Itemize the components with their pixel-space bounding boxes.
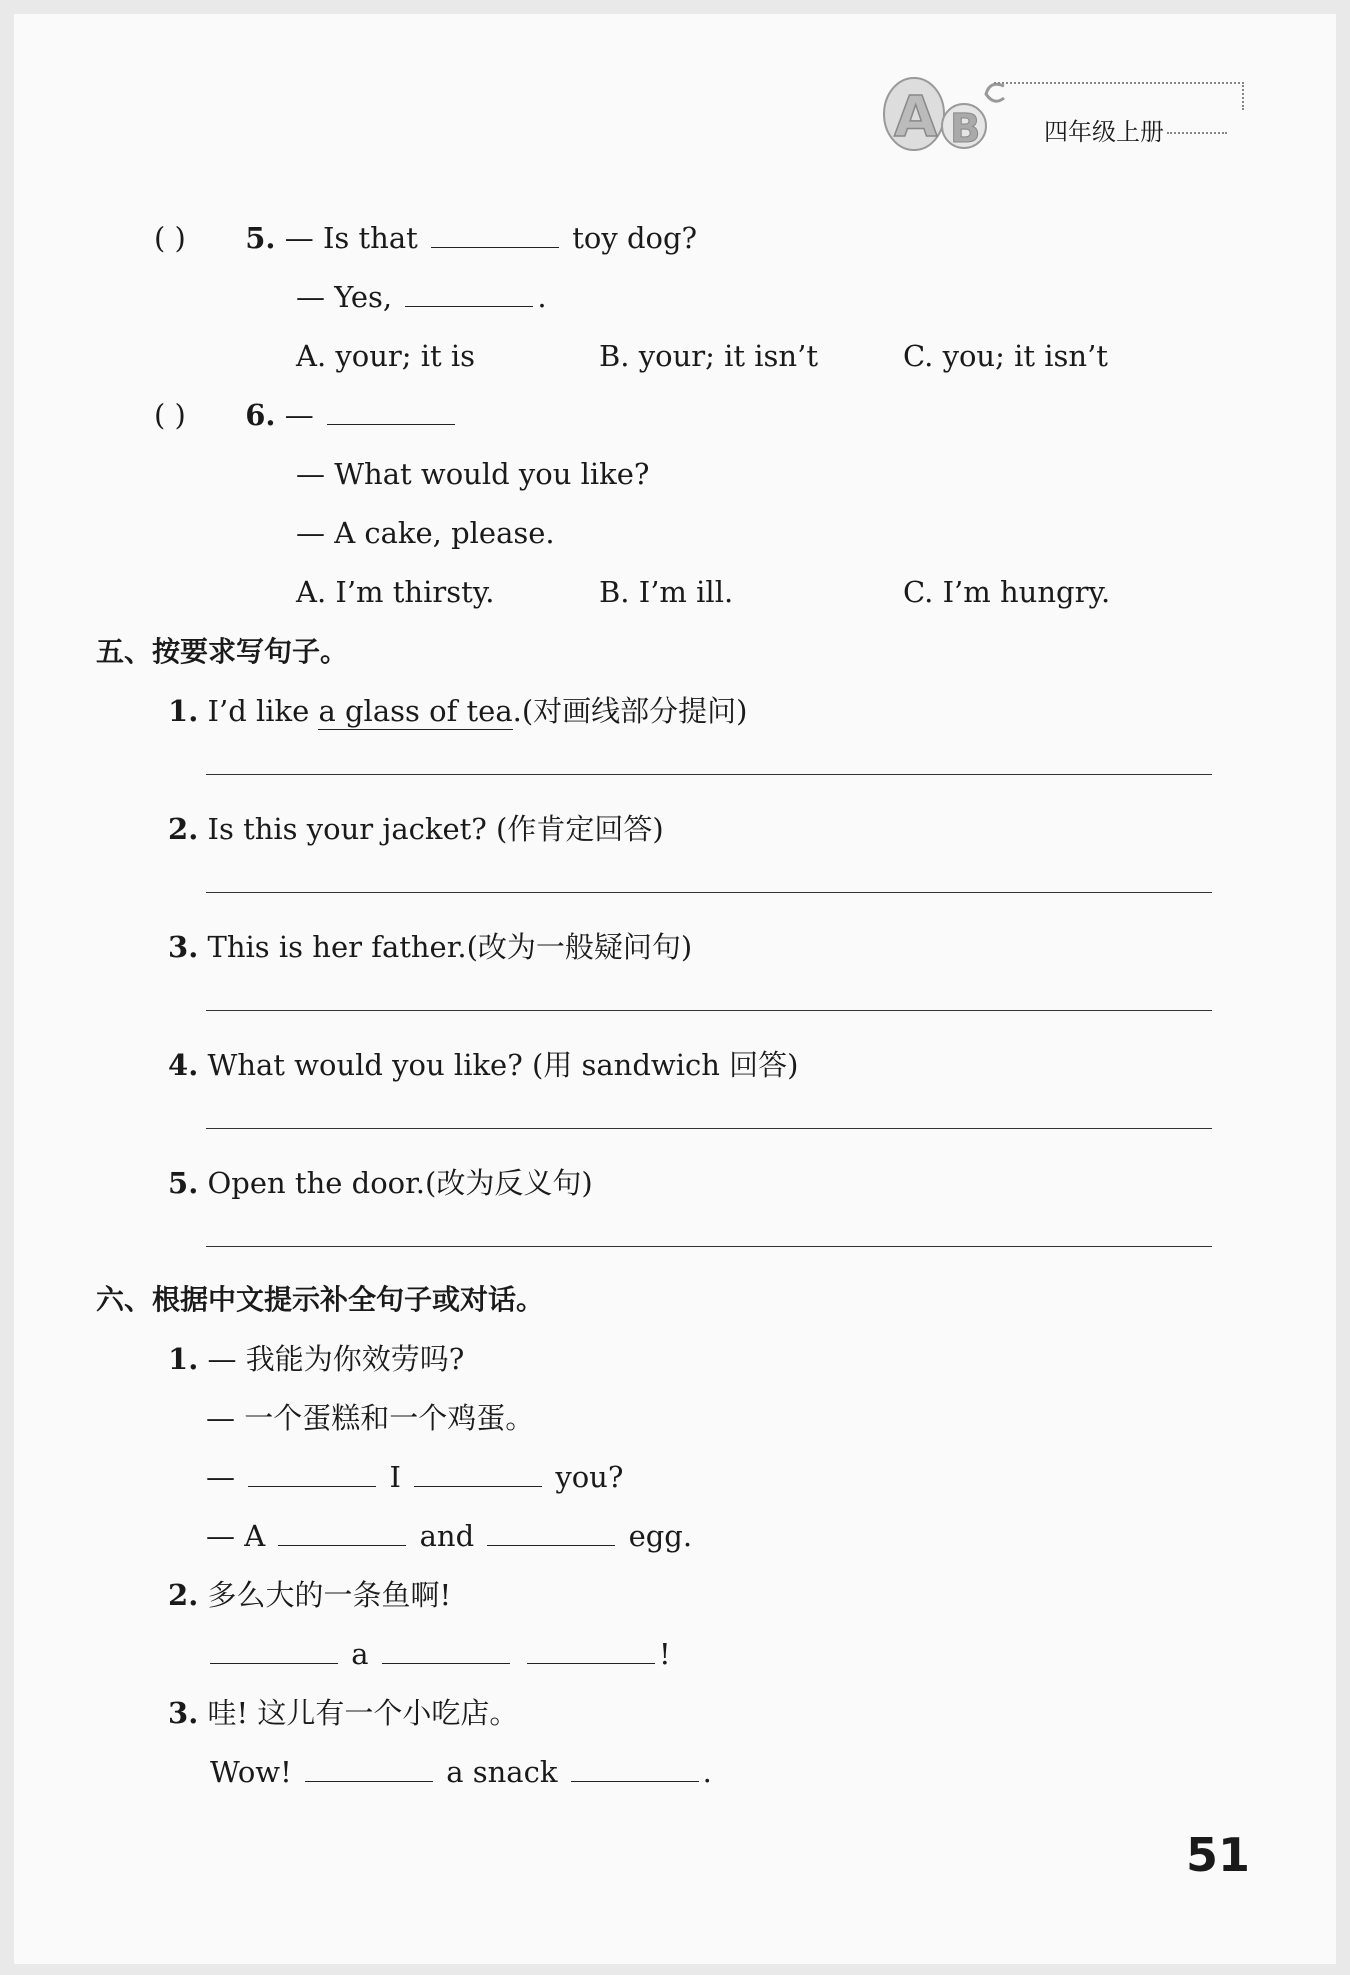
answer-bracket: ( ) [154, 398, 186, 432]
fill-blank[interactable] [487, 1521, 615, 1546]
section-5-title: 五、按要求写句子。 [96, 635, 349, 668]
fill-blank[interactable] [527, 1639, 655, 1664]
svg-text:A: A [894, 85, 938, 150]
q5-line1: ( ) 5. — Is that toy dog? [154, 221, 698, 255]
fill-blank[interactable] [405, 282, 533, 307]
s6-q1-line2: — 一个蛋糕和一个鸡蛋。 [206, 1401, 535, 1435]
fill-blank[interactable] [571, 1757, 699, 1782]
page-number: 51 [1186, 1828, 1251, 1882]
answer-line[interactable] [206, 1246, 1212, 1247]
q6-line1: ( ) 6. — [154, 397, 459, 433]
s6-q1-line3: — I you? [206, 1460, 624, 1494]
fill-blank[interactable] [327, 400, 455, 425]
svg-text:B: B [950, 106, 981, 152]
header-dotted-line [994, 82, 1244, 84]
s5-item-1: 1. I’d like a glass of tea.(对画线部分提问) [168, 694, 748, 728]
fill-blank[interactable] [210, 1639, 338, 1664]
fill-blank[interactable] [278, 1521, 406, 1546]
q5-option-c: C. you; it isn’t [903, 339, 1108, 373]
fill-blank[interactable] [431, 223, 559, 248]
underlined-phrase: a glass of tea [318, 694, 513, 728]
q5-option-b: B. your; it isn’t [599, 339, 818, 373]
q6-option-b: B. I’m ill. [599, 575, 734, 609]
s6-q3-line1: 3. 哇! 这儿有一个小吃店。 [168, 1696, 519, 1730]
answer-line[interactable] [206, 892, 1212, 893]
q6-option-a: A. I’m thirsty. [296, 575, 495, 609]
fill-blank[interactable] [382, 1639, 510, 1664]
s6-q3-line2: Wow! a snack . [210, 1755, 712, 1789]
q6-line3: — A cake, please. [296, 516, 555, 550]
q6-option-c: C. I’m hungry. [903, 575, 1111, 609]
grade-label: 四年级上册 [1044, 118, 1164, 146]
s6-q1-line1: 1. — 我能为你效劳吗? [168, 1342, 465, 1376]
answer-line[interactable] [206, 1128, 1212, 1129]
q5-line2: — Yes, . [296, 280, 547, 314]
section-6-title: 六、根据中文提示补全句子或对话。 [96, 1283, 545, 1316]
s5-item-3: 3. This is her father.(改为一般疑问句) [168, 930, 693, 964]
grade-dotted-line [1167, 132, 1227, 134]
fill-blank[interactable] [305, 1757, 433, 1782]
q5-option-a: A. your; it is [296, 339, 476, 373]
answer-line[interactable] [206, 774, 1212, 775]
fill-blank[interactable] [414, 1462, 542, 1487]
s6-q1-line4: — A and egg. [206, 1519, 693, 1553]
s5-item-4: 4. What would you like? (用 sandwich 回答) [168, 1048, 799, 1082]
workbook-page [14, 14, 1336, 1964]
q6-line2: — What would you like? [296, 457, 650, 491]
s6-q2-line2: a ! [206, 1636, 671, 1672]
answer-line[interactable] [206, 1010, 1212, 1011]
s5-item-2: 2. Is this your jacket? (作肯定回答) [168, 812, 664, 846]
answer-bracket: ( ) [154, 221, 186, 255]
abc-logo [874, 66, 1024, 156]
fill-blank[interactable] [248, 1462, 376, 1487]
s6-q2-line1: 2. 多么大的一条鱼啊! [168, 1578, 452, 1612]
header-dotted-edge [1242, 82, 1244, 110]
s5-item-5: 5. Open the door.(改为反义句) [168, 1166, 593, 1200]
